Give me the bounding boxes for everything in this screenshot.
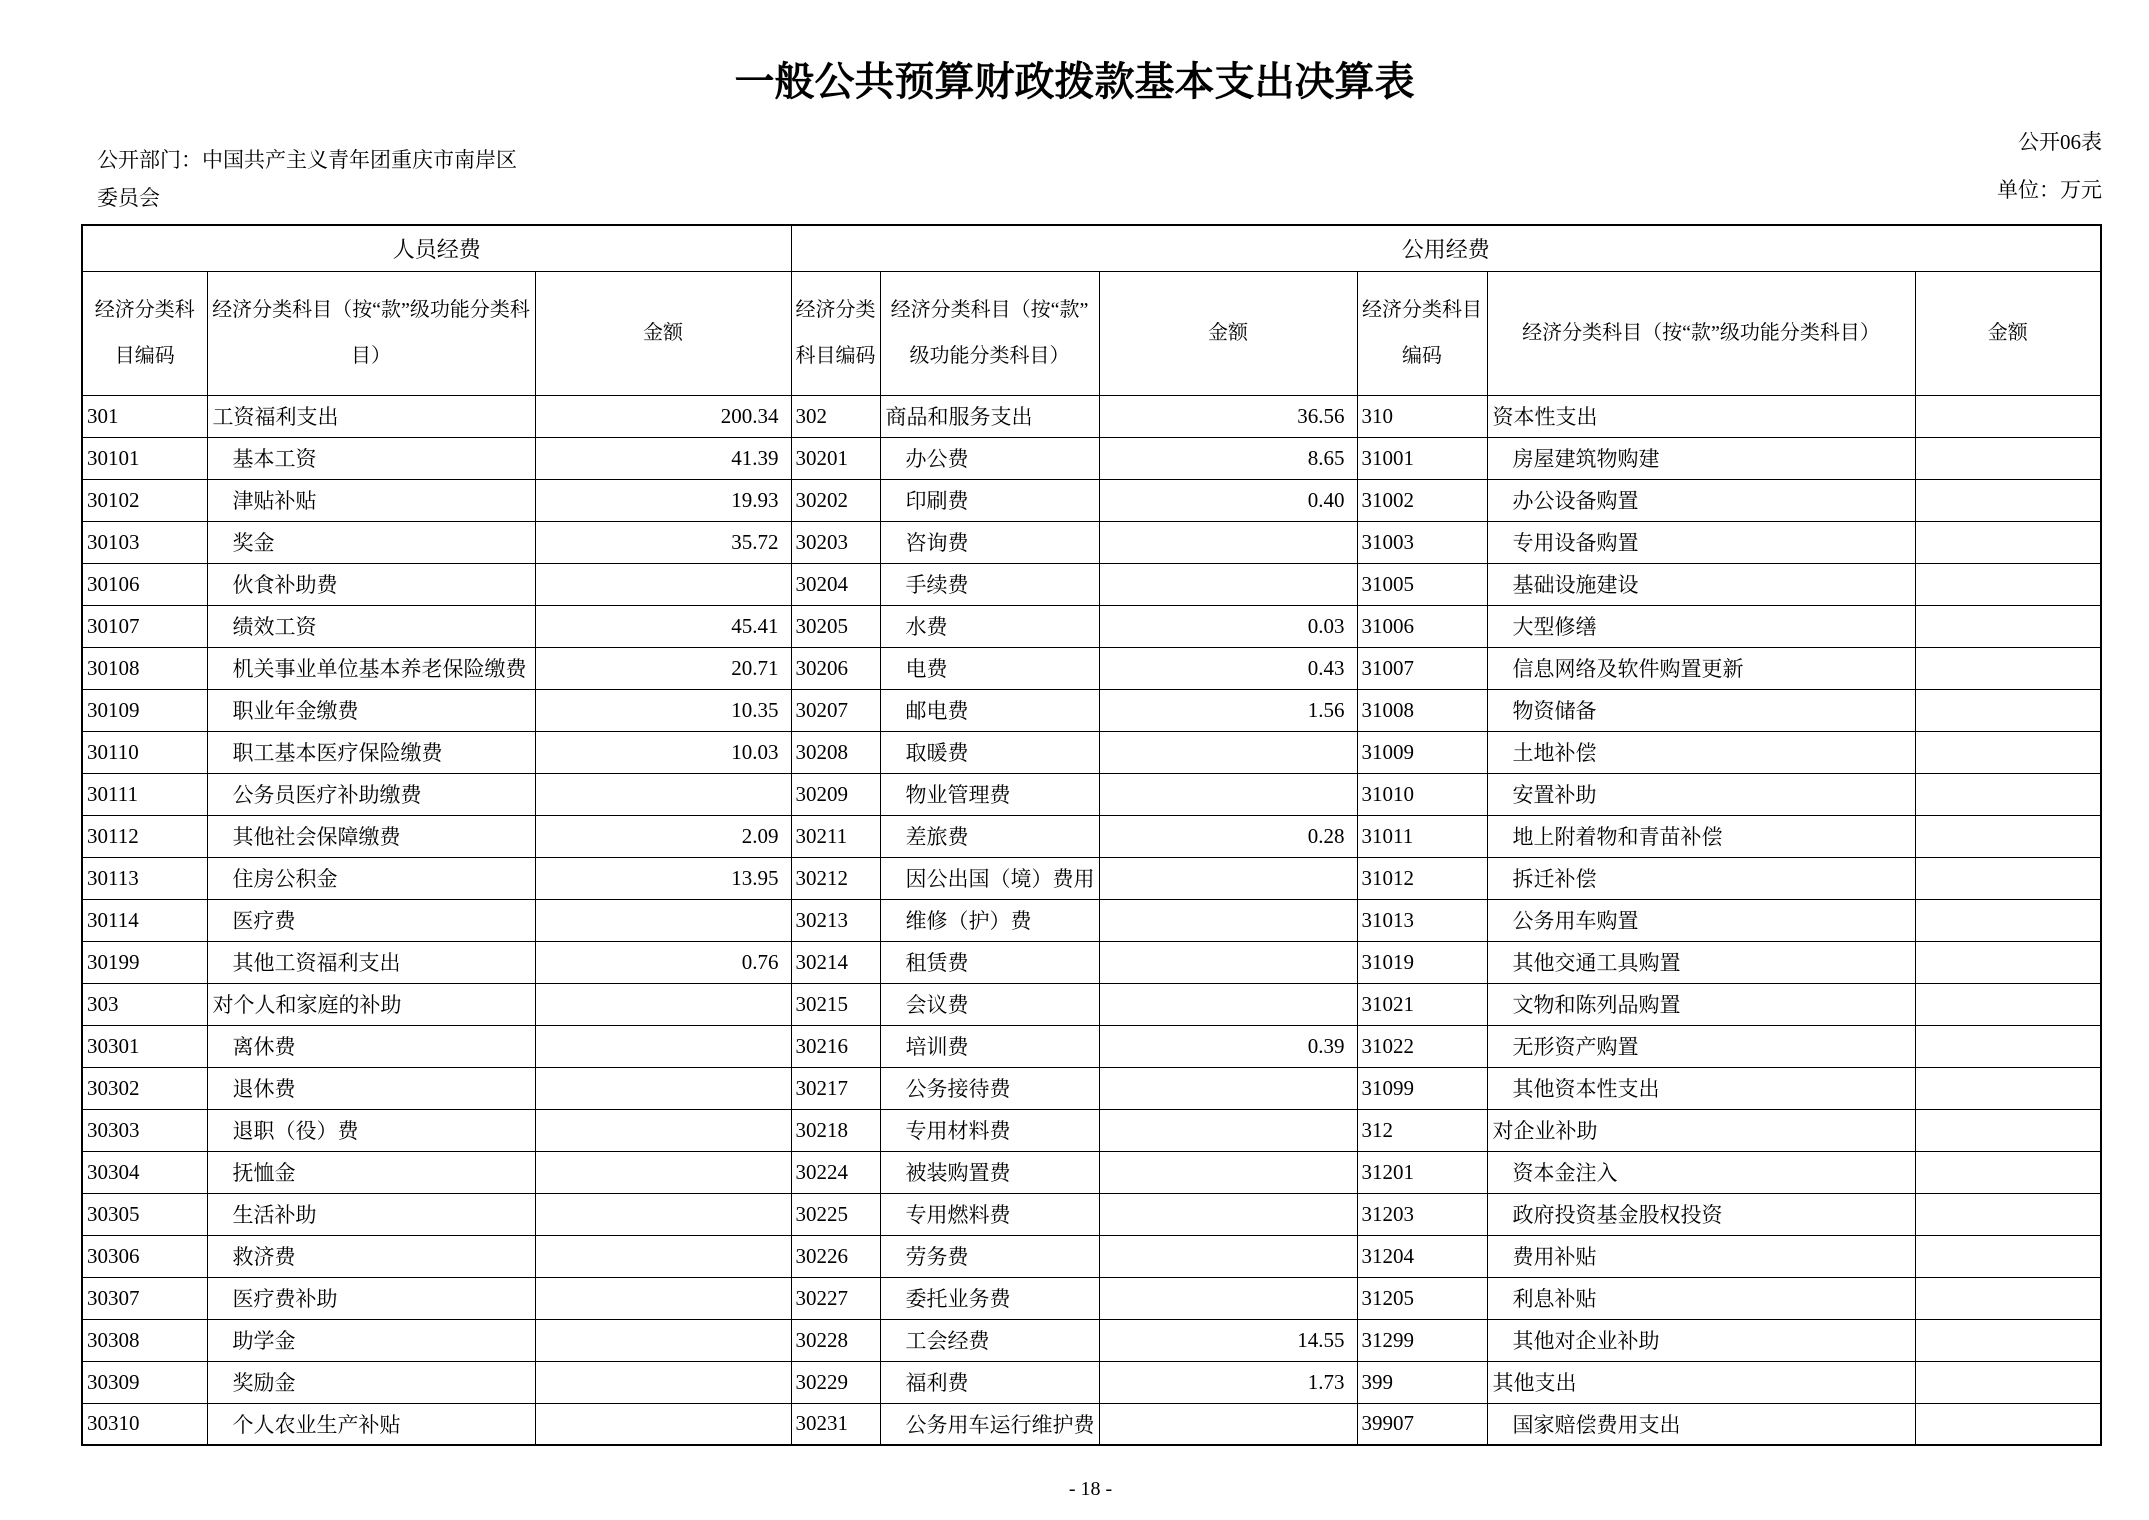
amount-cell [535,1277,791,1319]
subject-cell: 住房公积金 [207,857,535,899]
amount-cell [1099,1151,1357,1193]
table-body [82,395,2101,1445]
subject-cell: 基本工资 [207,437,535,479]
amount-cell [1099,983,1357,1025]
subject-cell: 信息网络及软件购置更新 [1487,647,1915,689]
subject-cell: 大型修缮 [1487,605,1915,647]
table-row [82,689,2101,731]
code-cell: 31006 [1357,605,1487,647]
amount-cell [535,1109,791,1151]
subject-cell: 其他社会保障缴费 [207,815,535,857]
code-cell: 30307 [82,1277,207,1319]
code-cell: 30214 [791,941,880,983]
amount-cell [535,773,791,815]
group-header-personnel: 人员经费 [82,225,791,271]
subject-cell: 资本性支出 [1487,395,1915,437]
code-cell: 31019 [1357,941,1487,983]
table-row [82,731,2101,773]
table-row [82,1403,2101,1445]
amount-cell [1915,1025,2101,1067]
subject-cell: 差旅费 [880,815,1099,857]
code-cell: 30103 [82,521,207,563]
subject-cell: 手续费 [880,563,1099,605]
subject-cell: 会议费 [880,983,1099,1025]
subject-cell: 专用燃料费 [880,1193,1099,1235]
code-cell: 301 [82,395,207,437]
code-cell: 30309 [82,1361,207,1403]
page-number: - 18 - [1068,1478,1113,1500]
code-cell: 312 [1357,1109,1487,1151]
table-row [82,1235,2101,1277]
code-cell: 30226 [791,1235,880,1277]
subject-cell: 抚恤金 [207,1151,535,1193]
amount-cell [1099,731,1357,773]
subject-cell: 离休费 [207,1025,535,1067]
subject-cell: 福利费 [880,1361,1099,1403]
code-cell: 30218 [791,1109,880,1151]
code-cell: 31003 [1357,521,1487,563]
subject-cell: 办公费 [880,437,1099,479]
table-row [82,605,2101,647]
amount-cell [535,563,791,605]
amount-cell [1915,983,2101,1025]
amount-cell [1915,1319,2101,1361]
table-row [82,1109,2101,1151]
subject-cell: 物业管理费 [880,773,1099,815]
amount-cell [1915,773,2101,815]
code-header-1: 经济分类科目编码 [82,271,207,395]
amount-cell: 0.43 [1099,647,1357,689]
subject-cell: 租赁费 [880,941,1099,983]
amount-header-3: 金额 [1915,271,2101,395]
code-cell: 31203 [1357,1193,1487,1235]
table-row [82,857,2101,899]
table-row [82,773,2101,815]
subject-cell: 奖励金 [207,1361,535,1403]
amount-cell [1915,941,2101,983]
code-cell: 302 [791,395,880,437]
amount-cell [1915,563,2101,605]
subject-cell: 职业年金缴费 [207,689,535,731]
amount-cell [535,1067,791,1109]
code-cell: 310 [1357,395,1487,437]
code-cell: 31007 [1357,647,1487,689]
code-cell: 30199 [82,941,207,983]
code-cell: 30204 [791,563,880,605]
subject-cell: 维修（护）费 [880,899,1099,941]
code-cell: 31005 [1357,563,1487,605]
code-cell: 31001 [1357,437,1487,479]
code-cell: 30107 [82,605,207,647]
code-cell: 30224 [791,1151,880,1193]
subject-cell: 公务员医疗补助缴费 [207,773,535,815]
amount-cell [1915,731,2101,773]
code-cell: 30208 [791,731,880,773]
amount-cell [1099,563,1357,605]
subject-cell: 咨询费 [880,521,1099,563]
table-row [82,899,2101,941]
amount-cell [1915,605,2101,647]
subject-cell: 公务用车运行维护费 [880,1403,1099,1445]
subject-cell: 救济费 [207,1235,535,1277]
subject-cell: 其他交通工具购置 [1487,941,1915,983]
code-cell: 30306 [82,1235,207,1277]
amount-cell [1099,1109,1357,1151]
subject-cell: 培训费 [880,1025,1099,1067]
subject-header-1: 经济分类科目（按“款”级功能分类科目） [207,271,535,395]
subject-cell: 土地补偿 [1487,731,1915,773]
code-cell: 31011 [1357,815,1487,857]
amount-cell: 36.56 [1099,395,1357,437]
table-row [82,563,2101,605]
code-cell: 30211 [791,815,880,857]
subject-cell: 奖金 [207,521,535,563]
code-cell: 30102 [82,479,207,521]
table-row [82,521,2101,563]
subject-cell: 生活补助 [207,1193,535,1235]
amount-cell: 1.56 [1099,689,1357,731]
amount-cell [1915,1361,2101,1403]
subject-cell: 国家赔偿费用支出 [1487,1403,1915,1445]
code-cell: 31008 [1357,689,1487,731]
code-cell: 30203 [791,521,880,563]
amount-cell: 19.93 [535,479,791,521]
amount-cell [535,983,791,1025]
table-row [82,1277,2101,1319]
amount-cell [535,1361,791,1403]
amount-cell [1915,1151,2101,1193]
code-cell: 30205 [791,605,880,647]
table-row [82,437,2101,479]
amount-cell [535,1235,791,1277]
subject-cell: 专用设备购置 [1487,521,1915,563]
code-cell: 30207 [791,689,880,731]
table-row [82,479,2101,521]
subject-cell: 拆迁补偿 [1487,857,1915,899]
code-cell: 31009 [1357,731,1487,773]
amount-cell: 2.09 [535,815,791,857]
code-cell: 30231 [791,1403,880,1445]
amount-cell [535,1319,791,1361]
code-cell: 30304 [82,1151,207,1193]
amount-cell [535,1193,791,1235]
amount-cell [1915,1067,2101,1109]
code-header-3: 经济分类科目编码 [1357,271,1487,395]
code-cell: 30310 [82,1403,207,1445]
amount-cell [1099,941,1357,983]
code-cell: 39907 [1357,1403,1487,1445]
code-cell: 30305 [82,1193,207,1235]
amount-cell [1915,1403,2101,1445]
table-row [82,395,2101,437]
code-cell: 31013 [1357,899,1487,941]
amount-cell [535,1025,791,1067]
subject-header-2: 经济分类科目（按“款”级功能分类科目） [880,271,1099,395]
subject-cell: 公务用车购置 [1487,899,1915,941]
code-cell: 30106 [82,563,207,605]
table-row [82,1025,2101,1067]
code-cell: 31205 [1357,1277,1487,1319]
subject-cell: 安置补助 [1487,773,1915,815]
subject-cell: 印刷费 [880,479,1099,521]
amount-cell: 0.40 [1099,479,1357,521]
code-cell: 31010 [1357,773,1487,815]
subject-cell: 伙食补助费 [207,563,535,605]
amount-cell [1915,437,2101,479]
code-cell: 30217 [791,1067,880,1109]
subject-cell: 退职（役）费 [207,1109,535,1151]
table-row [82,983,2101,1025]
subject-cell: 利息补贴 [1487,1277,1915,1319]
subject-cell: 其他工资福利支出 [207,941,535,983]
table-row [82,1361,2101,1403]
amount-cell: 0.28 [1099,815,1357,857]
subject-cell: 取暖费 [880,731,1099,773]
code-cell: 30303 [82,1109,207,1151]
code-cell: 31021 [1357,983,1487,1025]
code-cell: 30206 [791,647,880,689]
subject-cell: 工会经费 [880,1319,1099,1361]
budget-table [81,224,2102,1446]
subject-cell: 商品和服务支出 [880,395,1099,437]
subject-cell: 医疗费补助 [207,1277,535,1319]
amount-cell [535,899,791,941]
amount-cell [1915,1193,2101,1235]
code-cell: 30215 [791,983,880,1025]
amount-cell: 13.95 [535,857,791,899]
amount-cell [1099,1403,1357,1445]
code-cell: 30227 [791,1277,880,1319]
amount-cell [535,1151,791,1193]
table-row [82,815,2101,857]
code-cell: 30212 [791,857,880,899]
subject-cell: 邮电费 [880,689,1099,731]
subject-cell: 助学金 [207,1319,535,1361]
table-row [82,1193,2101,1235]
amount-cell [1099,899,1357,941]
subject-cell: 政府投资基金股权投资 [1487,1193,1915,1235]
amount-cell: 20.71 [535,647,791,689]
amount-cell: 8.65 [1099,437,1357,479]
subject-cell: 医疗费 [207,899,535,941]
group-header-public: 公用经费 [791,225,2101,271]
subject-cell: 办公设备购置 [1487,479,1915,521]
amount-cell: 1.73 [1099,1361,1357,1403]
code-cell: 30225 [791,1193,880,1235]
code-cell: 30302 [82,1067,207,1109]
code-cell: 31201 [1357,1151,1487,1193]
table-code-label: 公开06表 [2018,130,2102,154]
amount-cell [1099,1067,1357,1109]
amount-cell: 0.39 [1099,1025,1357,1067]
subject-cell: 被装购置费 [880,1151,1099,1193]
code-cell: 303 [82,983,207,1025]
table-row [82,647,2101,689]
amount-cell [1915,689,2101,731]
subject-cell: 机关事业单位基本养老保险缴费 [207,647,535,689]
code-cell: 30110 [82,731,207,773]
code-cell: 399 [1357,1361,1487,1403]
subject-cell: 工资福利支出 [207,395,535,437]
code-cell: 30113 [82,857,207,899]
subject-cell: 地上附着物和青苗补偿 [1487,815,1915,857]
subject-cell: 因公出国（境）费用 [880,857,1099,899]
amount-cell [1915,395,2101,437]
amount-cell [1915,479,2101,521]
amount-cell [535,1403,791,1445]
subject-cell: 委托业务费 [880,1277,1099,1319]
subject-cell: 绩效工资 [207,605,535,647]
amount-cell [1915,521,2101,563]
amount-cell [1915,857,2101,899]
code-cell: 30112 [82,815,207,857]
amount-cell: 45.41 [535,605,791,647]
amount-cell: 14.55 [1099,1319,1357,1361]
amount-cell: 10.03 [535,731,791,773]
amount-header-1: 金额 [535,271,791,395]
amount-header-2: 金额 [1099,271,1357,395]
subject-cell: 个人农业生产补贴 [207,1403,535,1445]
subject-cell: 房屋建筑物购建 [1487,437,1915,479]
subject-header-3: 经济分类科目（按“款”级功能分类科目） [1487,271,1915,395]
subject-cell: 资本金注入 [1487,1151,1915,1193]
amount-cell: 200.34 [535,395,791,437]
column-header-row [82,271,2101,395]
department-info [97,141,557,217]
amount-cell [1915,1277,2101,1319]
amount-cell [1099,773,1357,815]
amount-cell: 41.39 [535,437,791,479]
subject-cell: 其他支出 [1487,1361,1915,1403]
code-cell: 30209 [791,773,880,815]
code-cell: 31099 [1357,1067,1487,1109]
amount-cell: 35.72 [535,521,791,563]
code-cell: 30216 [791,1025,880,1067]
page-title: 一般公共预算财政拨款基本支出决算表 [734,59,1415,104]
amount-cell [1099,1277,1357,1319]
table-row [82,1319,2101,1361]
subject-cell: 无形资产购置 [1487,1025,1915,1067]
table-row [82,941,2101,983]
code-cell: 30108 [82,647,207,689]
code-cell: 31299 [1357,1319,1487,1361]
subject-cell: 物资储备 [1487,689,1915,731]
group-header-row [82,225,2101,271]
subject-cell: 对企业补助 [1487,1109,1915,1151]
code-cell: 30101 [82,437,207,479]
subject-cell: 其他对企业补助 [1487,1319,1915,1361]
code-cell: 30202 [791,479,880,521]
amount-cell: 0.03 [1099,605,1357,647]
amount-cell: 0.76 [535,941,791,983]
subject-cell: 对个人和家庭的补助 [207,983,535,1025]
code-cell: 31012 [1357,857,1487,899]
department-line-2: 委员会 [97,186,160,210]
amount-cell [1099,857,1357,899]
code-cell: 30228 [791,1319,880,1361]
amount-cell [1915,1109,2101,1151]
amount-cell [1099,521,1357,563]
code-cell: 30229 [791,1361,880,1403]
code-cell: 30201 [791,437,880,479]
amount-cell: 10.35 [535,689,791,731]
subject-cell: 劳务费 [880,1235,1099,1277]
amount-cell [1915,1235,2101,1277]
subject-cell: 电费 [880,647,1099,689]
department-line-1: 公开部门：中国共产主义青年团重庆市南岸区 [97,148,517,172]
code-cell: 31022 [1357,1025,1487,1067]
amount-cell [1915,899,2101,941]
code-cell: 30213 [791,899,880,941]
table-row [82,1151,2101,1193]
code-cell: 30114 [82,899,207,941]
amount-cell [1099,1193,1357,1235]
code-cell: 30301 [82,1025,207,1067]
subject-cell: 公务接待费 [880,1067,1099,1109]
subject-cell: 退休费 [207,1067,535,1109]
code-cell: 30111 [82,773,207,815]
subject-cell: 专用材料费 [880,1109,1099,1151]
subject-cell: 水费 [880,605,1099,647]
code-cell: 31204 [1357,1235,1487,1277]
amount-cell [1099,1235,1357,1277]
amount-cell [1915,815,2101,857]
subject-cell: 其他资本性支出 [1487,1067,1915,1109]
subject-cell: 基础设施建设 [1487,563,1915,605]
subject-cell: 津贴补贴 [207,479,535,521]
code-cell: 30308 [82,1319,207,1361]
code-cell: 30109 [82,689,207,731]
code-header-2: 经济分类科目编码 [791,271,880,395]
amount-cell [1915,647,2101,689]
subject-cell: 文物和陈列品购置 [1487,983,1915,1025]
subject-cell: 职工基本医疗保险缴费 [207,731,535,773]
code-cell: 31002 [1357,479,1487,521]
unit-label: 单位：万元 [1997,178,2102,202]
table-row [82,1067,2101,1109]
subject-cell: 费用补贴 [1487,1235,1915,1277]
